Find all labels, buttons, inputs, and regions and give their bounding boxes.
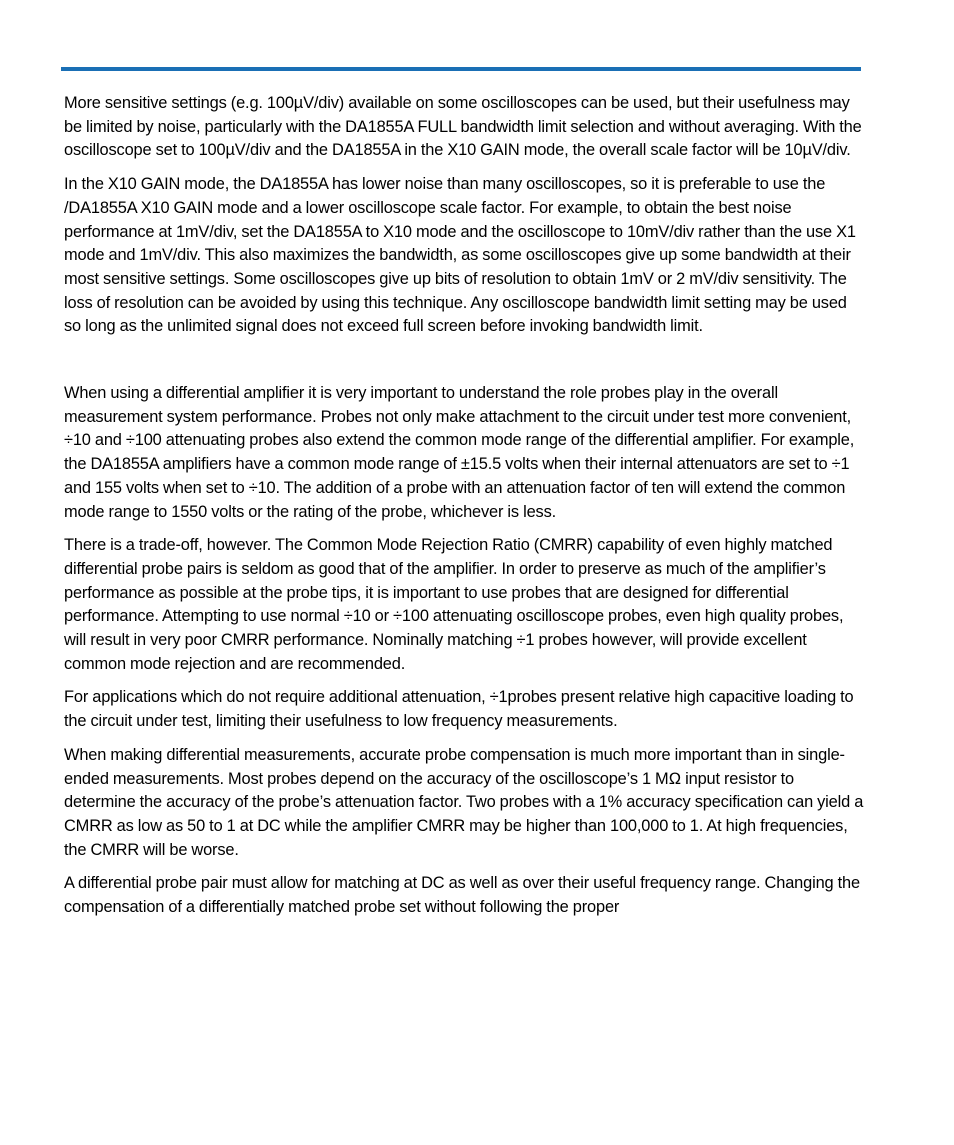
paragraph-x10-gain-mode: In the X10 GAIN mode, the DA1855A has lower noise than many oscilloscopes, so it is preferable to use the /DA1855A X10 GAIN mode and a lower oscilloscope scale factor. For example, to obtain the best noise performance at 1mV/div, set the DA1855A to X10 mode and the oscilloscope to 10mV/div rather than the use X1 mode and 1mV/div. This also maximizes the bandwidth, as some oscilloscopes give up some bandwidth at their most sensitive settings. Some oscilloscopes give up bits of resolution to obtain 1mV or 2 mV/div sensitivity. The loss of resolution can be avoided by using this technique. Any oscilloscope bandwidth limit setting may be used so long as the unlimited signal does not exceed full screen before invoking bandwidth limit. xyxy=(64,175,856,336)
paragraph-probe-compensation: When making differential measurements, accurate probe compensation is much more important than in single-ended measurements. Most probes depend on the accuracy of the oscilloscope’s 1 MΩ input resistor to determine the accuracy of the probe’s attenuation factor. Two probes with a 1% accuracy specification can yield a CMRR as low as 50 to 1 at DC while the amplifier CMRR may be higher than 100,000 to 1. At high frequencies, the CMRR will be worse. xyxy=(64,745,864,859)
paragraph-capacitive-loading: For applications which do not require additional attenuation, ÷1probes present relative high capacitive loading to the circuit under test, limiting their usefulness to low frequency measurements. xyxy=(64,688,854,731)
paragraph-sensitive-settings: More sensitive settings (e.g. 100µV/div) available on some oscilloscopes can be used, but their usefulness may be limited by noise, particularly with the DA1855A FULL bandwidth limit selection and without averaging. With the oscilloscope set to 100µV/div and the DA1855A in the X10 GAIN mode, the overall scale factor will be 10µV/div. xyxy=(64,94,862,160)
body-text xyxy=(64,92,864,930)
paragraph-probe-pair-matching: A differential probe pair must allow for matching at DC as well as over their useful frequency range. Changing the compensation of a differentially matched probe set without following the proper xyxy=(64,874,860,917)
paragraph-cmrr-tradeoff: There is a trade-off, however. The Common Mode Rejection Ratio (CMRR) capability of even highly matched differential probe pairs is seldom as good that of the amplifier. In order to preserve as much of the amplifier’s performance as possible at the probe tips, it is important to use probes that are designed for differential performance. Attempting to use normal ÷10 or ÷100 attenuating oscilloscope probes, even high quality probes, will result in very poor CMRR performance. Nominally matching ÷1 probes however, will provide excellent common mode rejection and are recommended. xyxy=(64,536,844,673)
paragraph-probes-role: When using a differential amplifier it is very important to understand the role probes play in the overall measurement system performance. Probes not only make attachment to the circuit under test more convenient, ÷10 and ÷100 attenuating probes also extend the common mode range of the differential amplifier. For example, the DA1855A amplifiers have a common mode range of ±15.5 volts when their internal attenuators are set to ÷1 and 155 volts when set to ÷10. The addition of a probe with an attenuation factor of ten will extend the common mode range to 1550 volts or the rating of the probe, whichever is less. xyxy=(64,384,855,521)
header-rule xyxy=(61,67,861,71)
section-spacer xyxy=(64,349,864,382)
